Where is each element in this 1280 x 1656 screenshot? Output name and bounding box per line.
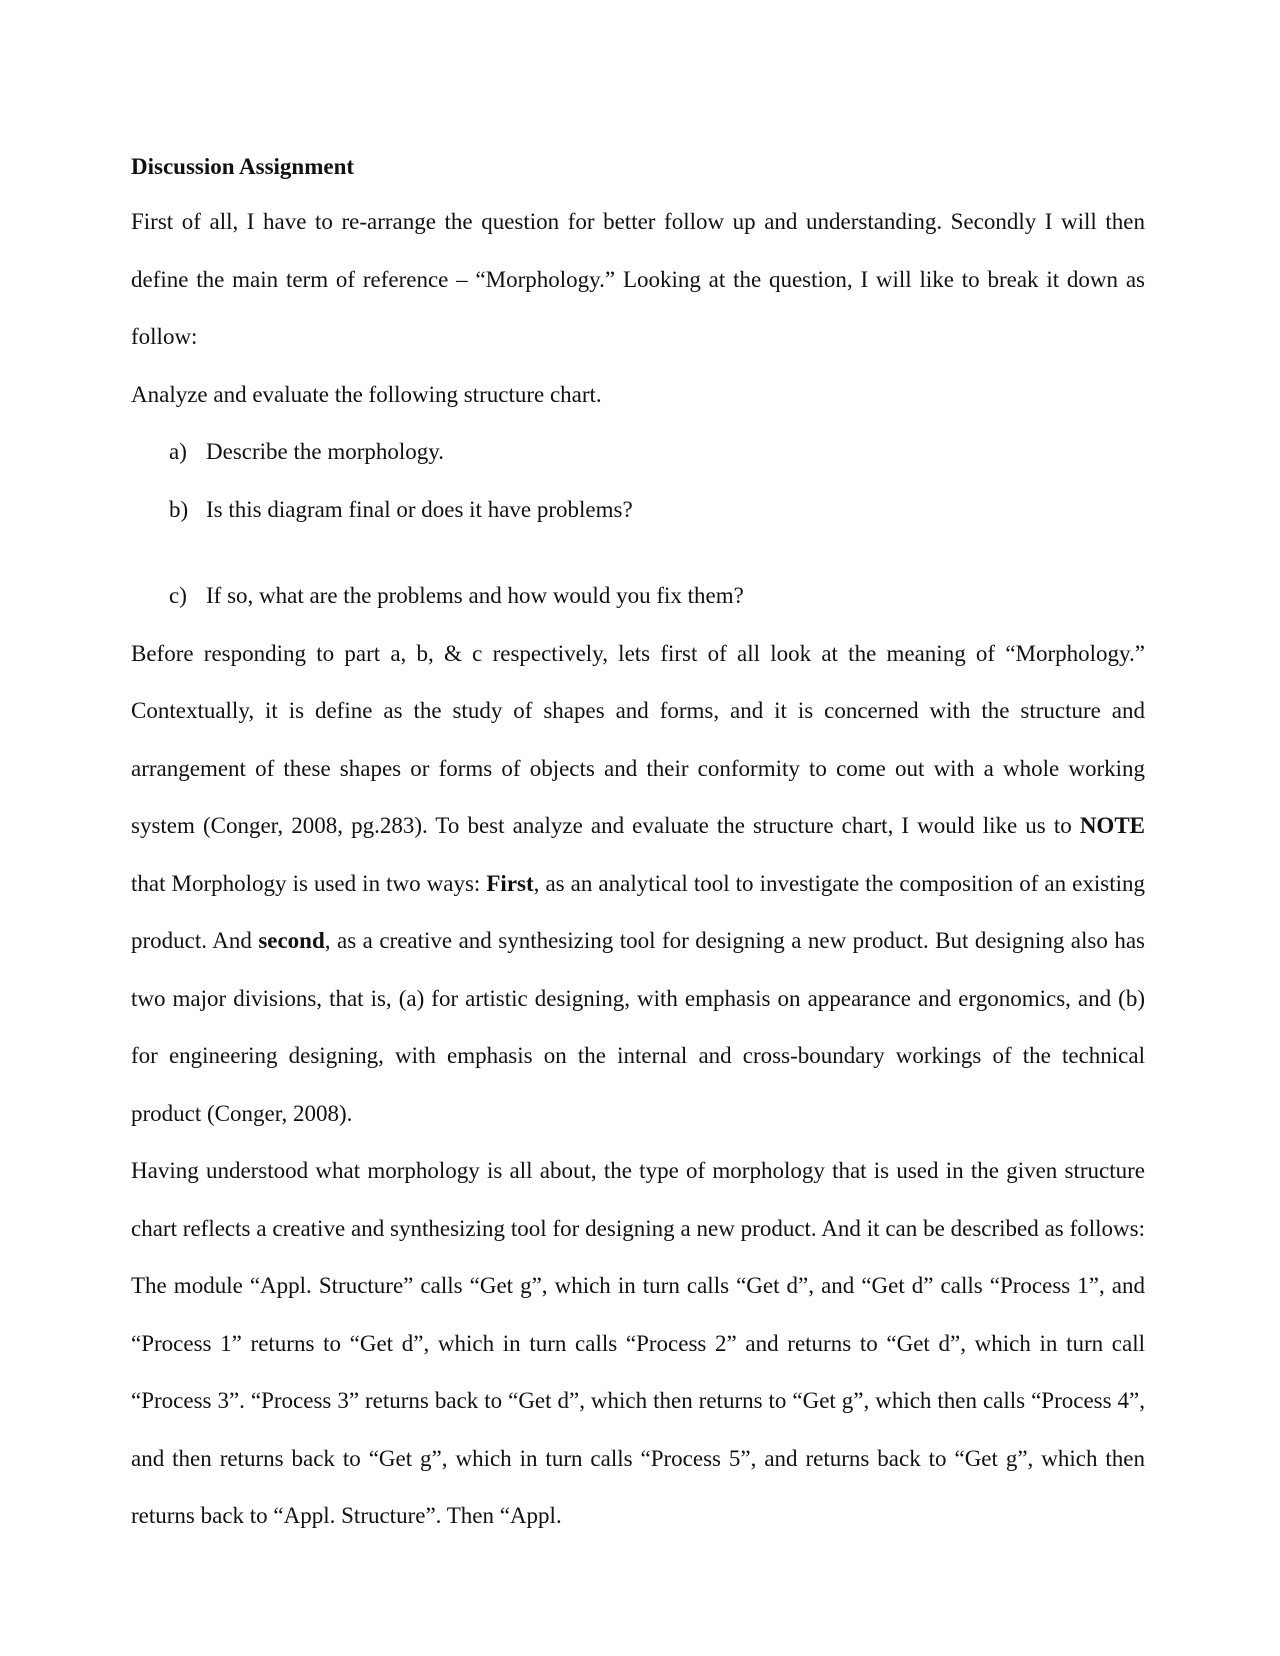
text-run: , as an analytical tool to investigate the composition of an existing product. And [131, 870, 1145, 953]
bold-second: second [258, 928, 325, 953]
task-statement: Analyze and evaluate the following structure chart. [131, 381, 602, 407]
list-item-text: If so, what are the problems and how would you fix them? [206, 583, 744, 608]
list-item-text: Describe the morphology. [206, 439, 445, 464]
document-page [131, 140, 1145, 1545]
list-item [131, 567, 1145, 625]
bold-note: NOTE [1079, 813, 1145, 838]
morphology-definition-paragraph [131, 625, 1145, 1143]
bold-first: First [486, 870, 534, 896]
document-title: Discussion Assignment [131, 154, 355, 179]
list-marker: c) [169, 583, 187, 608]
list-item-text: Is this diagram final or does it have problems? [206, 496, 633, 522]
intro-paragraph: First of all, I have to re-arrange the question for better follow up and understanding. Secondly I will then define the main term of reference – “Morphology.” Looking at the question, I will like to break it down as follow: [131, 209, 1145, 349]
structure-description-paragraph: Having understood what morphology is all about, the type of morphology that is used in the given structure chart reflects a creative and synthesizing tool for designing a new product. And it can be described as follows: The module “Appl. Structure” calls “Get g”, which in turn calls “Get d”, and “Get d” calls “Process 1”, and “Process 1” returns to “Get d”, which in turn calls “Process 2” and returns to “Get d”, which in turn call “Process 3”. “Process 3” returns back to “Get d”, which then returns to “Get g”, which then calls “Process 4”, and then returns back to “Get g”, which in turn calls “Process 5”, and returns back to “Get g”, which then returns back to “Appl. Structure”. Then “Appl. [131, 1158, 1145, 1528]
list-marker: a) [169, 439, 187, 464]
text-run: , as a creative and synthesizing tool for designing a new product. But designing also has two major divisions, that is, (a) for artistic designing, with emphasis on appearance and ergonomics, and (b) for engineering designing, with emphasis on the internal and cross-boundary workings of the technical product (Conger, 2008). [131, 928, 1145, 1126]
text-run: Before responding to part a, b, & c respectively, lets first of all look at the meaning of “Morphology.” Contextually, it is define as the study of shapes and forms, and it is concerned with the structure and arrangement of these shapes or forms of objects and their conformity to come out with a whole working system (Conger, 2008, pg.283). To best analyze and evaluate the structure chart, I would like us to [131, 640, 1145, 838]
list-marker: b) [169, 496, 189, 522]
question-list [131, 423, 1145, 625]
list-item [131, 423, 1145, 481]
list-item [131, 481, 1145, 539]
text-run: that Morphology is used in two ways: [131, 870, 487, 896]
